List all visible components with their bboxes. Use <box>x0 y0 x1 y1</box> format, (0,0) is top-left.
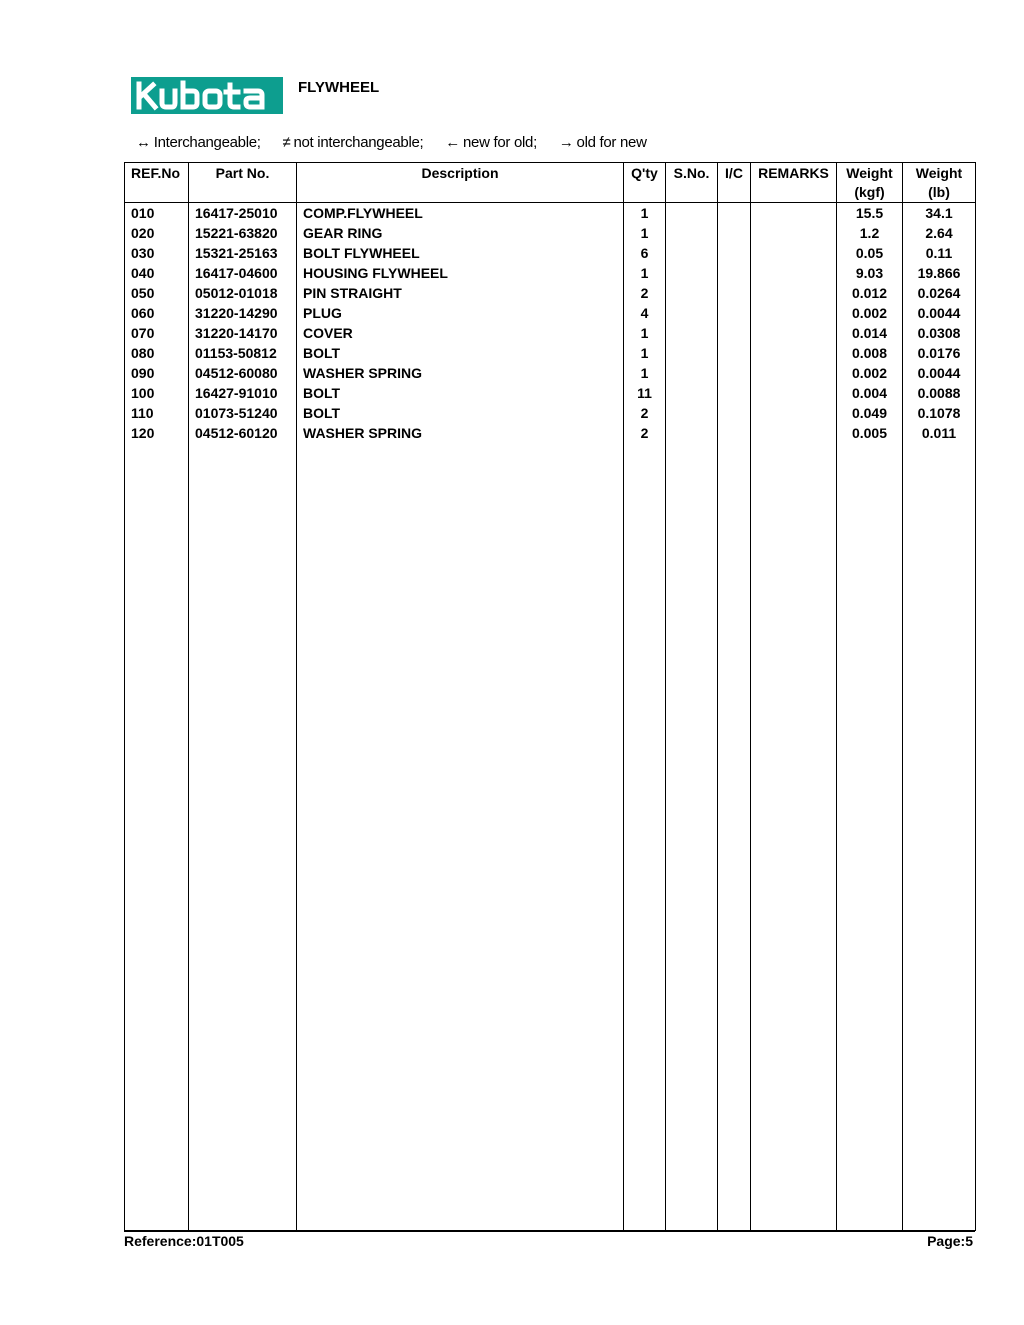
right-arrow-icon: → <box>558 134 574 151</box>
table-row <box>125 243 976 263</box>
col-header-qty: Q'ty <box>624 163 666 203</box>
cell-ic <box>718 343 751 363</box>
col-header-part-no: Part No. <box>189 163 297 203</box>
cell-weight-lb: 0.011 <box>903 423 976 443</box>
cell-serial-no <box>666 323 718 343</box>
table-row <box>125 363 976 383</box>
cell-description: COMP.FLYWHEEL <box>297 203 624 224</box>
cell-serial-no <box>666 223 718 243</box>
parts-table-body <box>125 203 976 1231</box>
cell-remarks <box>751 263 837 283</box>
legend-new-for-old: ← new for old; <box>445 134 537 151</box>
table-row <box>125 283 976 303</box>
cell-weight-lb: 0.0176 <box>903 343 976 363</box>
cell-serial-no <box>666 303 718 323</box>
cell-weight-lb: 0.0044 <box>903 303 976 323</box>
cell-weight-kgf: 0.012 <box>837 283 903 303</box>
cell-description: BOLT <box>297 343 624 363</box>
cell-serial-no <box>666 243 718 263</box>
cell-weight-kgf: 0.004 <box>837 383 903 403</box>
cell-remarks <box>751 303 837 323</box>
cell-ic <box>718 223 751 243</box>
footer-reference: Reference:01T005 <box>124 1233 244 1249</box>
cell-part-no: 15321-25163 <box>189 243 297 263</box>
cell-remarks <box>751 343 837 363</box>
col-header-description: Description <box>297 163 624 203</box>
footer-page-number: Page:5 <box>927 1233 973 1249</box>
parts-table <box>124 162 976 1231</box>
cell-weight-lb: 0.0308 <box>903 323 976 343</box>
cell-weight-kgf: 9.03 <box>837 263 903 283</box>
cell-serial-no <box>666 383 718 403</box>
legend-old-for-new: → old for new <box>558 134 647 151</box>
col-header-ref: REF.No <box>125 163 189 203</box>
table-row <box>125 423 976 443</box>
cell-serial-no <box>666 263 718 283</box>
cell-description: BOLT FLYWHEEL <box>297 243 624 263</box>
cell-weight-kgf: 0.008 <box>837 343 903 363</box>
cell-qty: 2 <box>624 283 666 303</box>
cell-weight-lb: 34.1 <box>903 203 976 224</box>
cell-ref-no: 010 <box>125 203 189 224</box>
cell-qty: 6 <box>624 243 666 263</box>
cell-ic <box>718 283 751 303</box>
empty-cell <box>903 443 976 1231</box>
cell-serial-no <box>666 363 718 383</box>
empty-cell <box>297 443 624 1231</box>
cell-ref-no: 110 <box>125 403 189 423</box>
cell-weight-kgf: 0.002 <box>837 303 903 323</box>
cell-weight-lb: 19.866 <box>903 263 976 283</box>
cell-remarks <box>751 323 837 343</box>
cell-qty: 4 <box>624 303 666 323</box>
cell-weight-kgf: 0.014 <box>837 323 903 343</box>
cell-ref-no: 070 <box>125 323 189 343</box>
cell-weight-lb: 0.0088 <box>903 383 976 403</box>
col-header-remarks: REMARKS <box>751 163 837 203</box>
col-header-ic: I/C <box>718 163 751 203</box>
cell-part-no: 01073-51240 <box>189 403 297 423</box>
cell-remarks <box>751 243 837 263</box>
cell-description: BOLT <box>297 403 624 423</box>
cell-weight-kgf: 0.005 <box>837 423 903 443</box>
cell-qty: 1 <box>624 223 666 243</box>
cell-ic <box>718 243 751 263</box>
cell-weight-lb: 0.1078 <box>903 403 976 423</box>
legend-not-interchangeable: ≠ not interchangeable; <box>282 134 424 151</box>
table-header-row <box>125 163 976 203</box>
cell-qty: 11 <box>624 383 666 403</box>
empty-cell <box>751 443 837 1231</box>
cell-ref-no: 050 <box>125 283 189 303</box>
cell-remarks <box>751 383 837 403</box>
cell-weight-lb: 0.0044 <box>903 363 976 383</box>
cell-description: GEAR RING <box>297 223 624 243</box>
cell-remarks <box>751 203 837 224</box>
cell-weight-kgf: 15.5 <box>837 203 903 224</box>
cell-qty: 1 <box>624 323 666 343</box>
cell-ref-no: 120 <box>125 423 189 443</box>
empty-cell <box>718 443 751 1231</box>
col-header-weight-kgf: Weight (kgf) <box>837 163 903 203</box>
cell-description: WASHER SPRING <box>297 363 624 383</box>
cell-qty: 2 <box>624 403 666 423</box>
cell-serial-no <box>666 283 718 303</box>
cell-description: BOLT <box>297 383 624 403</box>
cell-ref-no: 100 <box>125 383 189 403</box>
cell-ref-no: 080 <box>125 343 189 363</box>
cell-part-no: 16427-91010 <box>189 383 297 403</box>
cell-ic <box>718 303 751 323</box>
cell-serial-no <box>666 423 718 443</box>
cell-weight-lb: 2.64 <box>903 223 976 243</box>
cell-serial-no <box>666 343 718 363</box>
double-arrow-icon: ↔ <box>136 134 151 151</box>
cell-weight-kgf: 0.049 <box>837 403 903 423</box>
cell-description: PLUG <box>297 303 624 323</box>
cell-part-no: 01153-50812 <box>189 343 297 363</box>
cell-ic <box>718 403 751 423</box>
cell-qty: 1 <box>624 263 666 283</box>
cell-ref-no: 020 <box>125 223 189 243</box>
empty-cell <box>624 443 666 1231</box>
table-row <box>125 263 976 283</box>
cell-remarks <box>751 283 837 303</box>
empty-cell <box>837 443 903 1231</box>
empty-cell <box>666 443 718 1231</box>
cell-ic <box>718 383 751 403</box>
table-row <box>125 223 976 243</box>
cell-part-no: 16417-25010 <box>189 203 297 224</box>
cell-ref-no: 030 <box>125 243 189 263</box>
cell-remarks <box>751 423 837 443</box>
page-title: FLYWHEEL <box>298 79 380 96</box>
table-row <box>125 203 976 224</box>
cell-qty: 1 <box>624 203 666 224</box>
legend-interchangeable: ↔ Interchangeable; <box>136 134 261 151</box>
table-row <box>125 383 976 403</box>
cell-weight-kgf: 0.05 <box>837 243 903 263</box>
cell-qty: 2 <box>624 423 666 443</box>
col-header-serial-no: S.No. <box>666 163 718 203</box>
cell-part-no: 15221-63820 <box>189 223 297 243</box>
cell-description: WASHER SPRING <box>297 423 624 443</box>
cell-serial-no <box>666 403 718 423</box>
cell-description: PIN STRAIGHT <box>297 283 624 303</box>
cell-weight-kgf: 1.2 <box>837 223 903 243</box>
cell-part-no: 31220-14290 <box>189 303 297 323</box>
cell-remarks <box>751 363 837 383</box>
cell-ref-no: 090 <box>125 363 189 383</box>
empty-cell <box>125 443 189 1231</box>
cell-remarks <box>751 403 837 423</box>
cell-remarks <box>751 223 837 243</box>
table-row <box>125 343 976 363</box>
table-filler-row <box>125 443 976 1231</box>
cell-ic <box>718 423 751 443</box>
cell-weight-kgf: 0.002 <box>837 363 903 383</box>
cell-part-no: 04512-60080 <box>189 363 297 383</box>
cell-weight-lb: 0.0264 <box>903 283 976 303</box>
interchangeability-legend <box>136 134 665 151</box>
cell-ic <box>718 263 751 283</box>
cell-ic <box>718 203 751 224</box>
table-row <box>125 303 976 323</box>
kubota-logo-wordmark <box>131 77 283 114</box>
cell-part-no: 04512-60120 <box>189 423 297 443</box>
kubota-logo <box>131 77 283 114</box>
empty-cell <box>189 443 297 1231</box>
table-bottom-rule <box>124 1230 975 1232</box>
cell-part-no: 31220-14170 <box>189 323 297 343</box>
cell-qty: 1 <box>624 363 666 383</box>
cell-ic <box>718 323 751 343</box>
cell-weight-lb: 0.11 <box>903 243 976 263</box>
cell-part-no: 16417-04600 <box>189 263 297 283</box>
cell-ic <box>718 363 751 383</box>
table-row <box>125 403 976 423</box>
cell-serial-no <box>666 203 718 224</box>
cell-qty: 1 <box>624 343 666 363</box>
not-equal-icon: ≠ <box>282 134 291 151</box>
cell-description: COVER <box>297 323 624 343</box>
cell-part-no: 05012-01018 <box>189 283 297 303</box>
cell-ref-no: 040 <box>125 263 189 283</box>
cell-ref-no: 060 <box>125 303 189 323</box>
table-row <box>125 323 976 343</box>
col-header-weight-lb: Weight (lb) <box>903 163 976 203</box>
left-arrow-icon: ← <box>445 134 460 151</box>
cell-description: HOUSING FLYWHEEL <box>297 263 624 283</box>
